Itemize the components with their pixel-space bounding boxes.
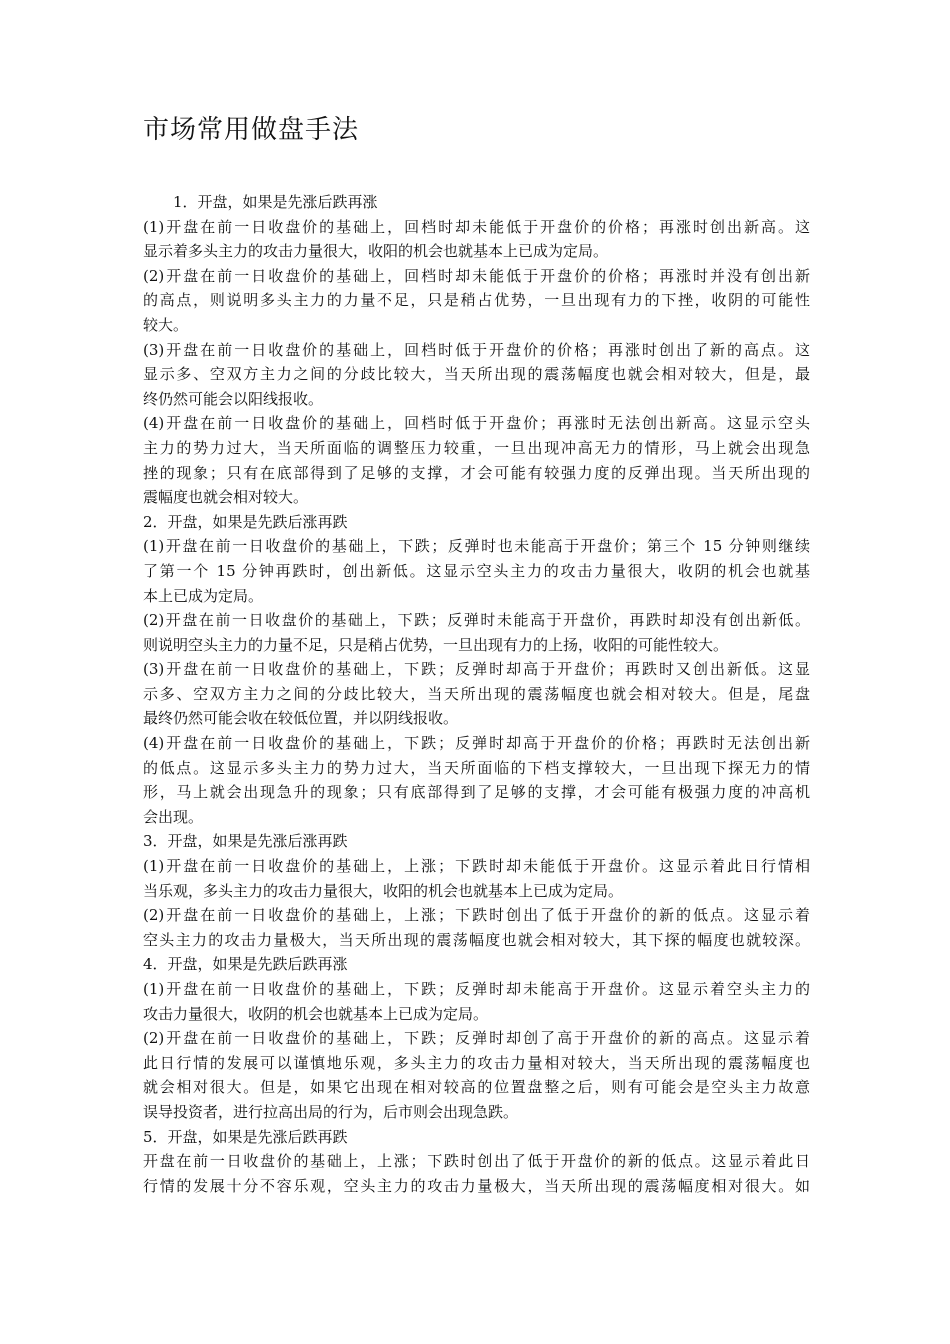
paragraph-line: (4)开盘在前一日收盘价的基础上，回档时低于开盘价；再涨时无法创出新高。这显示空头 <box>143 414 810 433</box>
paragraph-line: (1)开盘在前一日收盘价的基础上，下跌；反弹时却未能高于开盘价。这显示着空头主力的 <box>143 980 810 998</box>
paragraph-line: 则说明空头主力的力量不足，只是稍占优势，一旦出现有力的上扬，收阳的可能性较大。 <box>143 635 729 654</box>
paragraph-line: 开盘在前一日收盘价的基础上，上涨；下跌时创出了低于开盘价的新的低点。这显示着此日 <box>143 1152 810 1171</box>
paragraph-line: 较大。 <box>143 315 189 334</box>
section-heading: 1．开盘，如果是先涨后跌再涨 <box>173 193 378 211</box>
section-heading: 5．开盘，如果是先涨后跌再跌 <box>143 1127 348 1146</box>
paragraph-line: (3)开盘在前一日收盘价的基础上，回档时低于开盘价的价格；再涨时创出了新的高点。这 <box>143 340 810 359</box>
paragraph-line: 显示着多头主力的攻击力量很大，收阳的机会也就基本上已成为定局。 <box>143 242 609 261</box>
paragraph-line: (4)开盘在前一日收盘价的基础上，下跌；反弹时却高于开盘价的价格；再跌时无法创出新 <box>143 734 810 753</box>
paragraph-line: 终仍然可能会以阳线报收。 <box>143 389 324 408</box>
section-heading: 3．开盘，如果是先涨后涨再跌 <box>143 832 348 851</box>
paragraph-line: 当乐观，多头主力的攻击力量很大，收阳的机会也就基本上已成为定局。 <box>143 881 624 900</box>
section-heading: 2．开盘，如果是先跌后涨再跌 <box>143 512 348 531</box>
section-heading: 4．开盘，如果是先跌后跌再涨 <box>143 955 348 974</box>
paragraph-line: 此日行情的发展可以谨慎地乐观，多头主力的攻击力量相对较大，当天所出现的震荡幅度也 <box>143 1053 810 1072</box>
paragraph-line: (1)开盘在前一日收盘价的基础上，上涨；下跌时却未能低于开盘价。这显示着此日行情相 <box>143 857 810 876</box>
paragraph-line: 的低点。这显示多头主力的势力过大，当天所面临的下档支撑较大，一旦出现下探无力的情 <box>143 758 810 777</box>
document-body <box>143 190 810 1198</box>
paragraph-line: 误导投资者，进行拉高出局的行为，后市则会出现急跌。 <box>143 1102 519 1121</box>
paragraph-line: 了第一个 15 分钟再跌时，创出新低。这显示空头主力的攻击力量很大，收阴的机会也就基 <box>143 561 810 580</box>
paragraph-line: 就会相对很大。但是，如果它出现在相对较高的位置盘整之后，则有可能会是空头主力故意 <box>143 1078 810 1097</box>
paragraph-line: 主力的势力过大，当天所面临的调整压力较重，一旦出现冲高无力的情形，马上就会出现急 <box>143 438 810 457</box>
paragraph-line: (2)开盘在前一日收盘价的基础上，回档时却未能低于开盘价的价格；再涨时并没有创出新 <box>143 266 810 285</box>
page-title: 市场常用做盘手法 <box>143 115 360 145</box>
paragraph-line: 行情的发展十分不容乐观，空头主力的攻击力量极大，当天所出现的震荡幅度相对很大。如 <box>143 1176 810 1195</box>
paragraph-line: 挫的现象；只有在底部得到了足够的支撑，才会可能有较强力度的反弹出现。当天所出现的 <box>143 463 810 482</box>
paragraph-line: 攻击力量很大，收阴的机会也就基本上已成为定局。 <box>143 1004 489 1023</box>
paragraph-line: (2)开盘在前一日收盘价的基础上，下跌；反弹时却创了高于开盘价的新的高点。这显示着 <box>143 1029 810 1048</box>
paragraph-line: 示多、空双方主力之间的分歧比较大，当天所出现的震荡幅度也就会相对较大。但是，尾盘 <box>143 684 810 703</box>
paragraph-line: 空头主力的攻击力量极大，当天所出现的震荡幅度也就会相对较大，其下探的幅度也就较深。 <box>143 930 810 949</box>
paragraph-line: (2)开盘在前一日收盘价的基础上，上涨；下跌时创出了低于开盘价的新的低点。这显示着 <box>143 906 810 925</box>
paragraph-line: (3)开盘在前一日收盘价的基础上，下跌；反弹时却高于开盘价；再跌时又创出新低。这显 <box>143 660 810 679</box>
paragraph-line: 显示多、空双方主力之间的分歧比较大，当天所出现的震荡幅度也就会相对较大，但是，最 <box>143 365 810 384</box>
paragraph-line: (2)开盘在前一日收盘价的基础上，下跌；反弹时未能高于开盘价，再跌时却没有创出新低。 <box>143 611 810 630</box>
paragraph-line: 的高点，则说明多头主力的力量不足，只是稍占优势，一旦出现有力的下挫，收阴的可能性 <box>143 291 810 310</box>
paragraph-line: 形，马上就会出现急升的现象；只有底部得到了足够的支撑，才会可能有极强力度的冲高机 <box>143 783 810 802</box>
paragraph-line: 本上已成为定局。 <box>143 586 264 605</box>
paragraph-line: 最终仍然可能会收在较低位置，并以阴线报收。 <box>143 709 459 728</box>
paragraph-line: 震幅度也就会相对较大。 <box>143 488 309 507</box>
paragraph-line: (1)开盘在前一日收盘价的基础上，下跌；反弹时也未能高于开盘价；第三个 15 分钟则继续 <box>143 537 810 556</box>
paragraph-line: 会出现。 <box>143 807 204 826</box>
paragraph-line: (1)开盘在前一日收盘价的基础上，回档时却未能低于开盘价的价格；再涨时创出新高。这 <box>143 217 810 236</box>
